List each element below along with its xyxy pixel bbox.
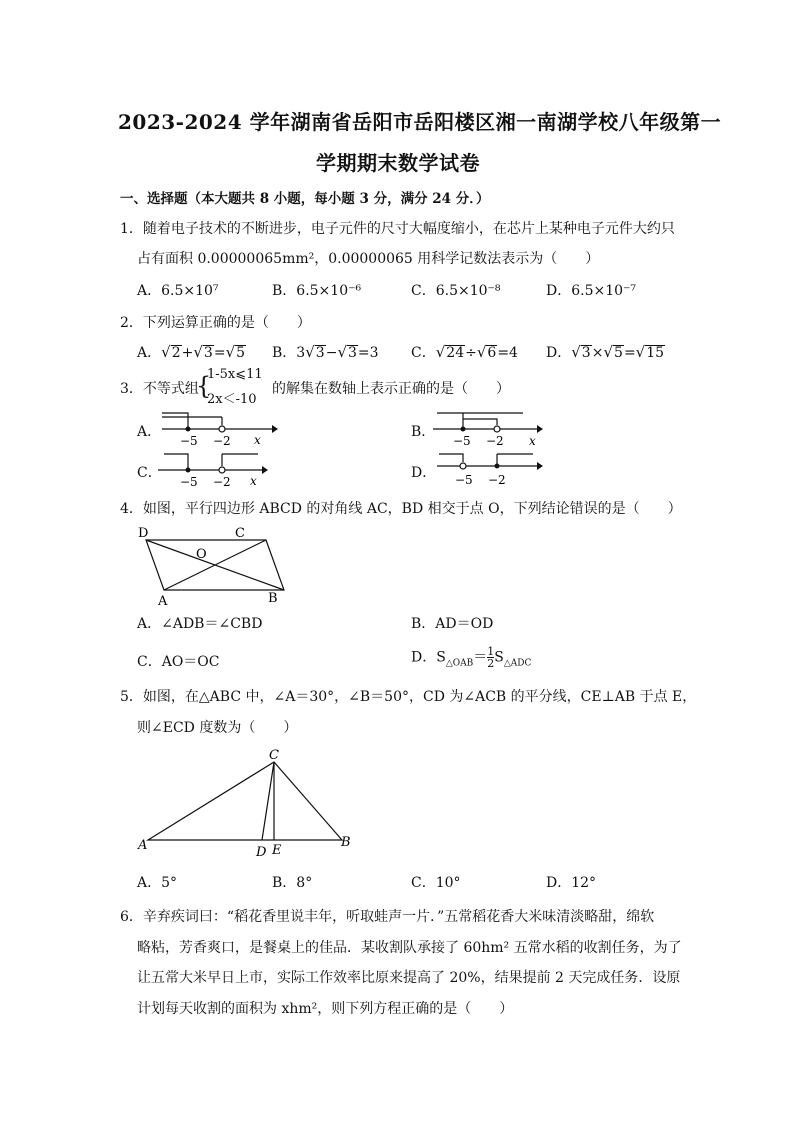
q2-a-root3: 5: [236, 345, 246, 361]
q1-line2: 占有面积 0.00000065mm²，0.00000065 用科学记数法表示为（ ）: [137, 251, 600, 267]
q1-option-d[interactable]: D．6.5×10⁻⁷: [546, 283, 637, 299]
q4-stem: 4．如图，平行四边形 ABCD 的对角线 AC，BD 相交于点 O，下列结论错误的是（ ）: [120, 501, 682, 517]
q6-line2: 略粘，芳香爽口，是餐桌上的佳品．某收割队承接了 60hm² 五常水稻的收割任务，为了: [137, 940, 682, 956]
q4-label-d: D: [138, 526, 149, 541]
q5-triangle-figure: [136, 745, 366, 860]
q4-label-a: A: [158, 594, 168, 609]
q2-d-root1: 3: [581, 345, 591, 361]
q3-numberline-b: [425, 405, 555, 450]
q2-d-label: D．: [546, 345, 572, 361]
q5-option-c[interactable]: C．10°: [411, 875, 461, 891]
q3-numberline-a: [150, 405, 280, 450]
q3-prefix: 3．不等式组: [120, 381, 199, 397]
q2-d-op: ×: [591, 345, 604, 361]
q2-option-d[interactable]: D．√3×√5=√15: [546, 343, 665, 361]
q5-option-b[interactable]: B．8°: [272, 875, 313, 891]
q6-line3: 让五常大米早日上市，实际工作效率比原来提高了 20%，结果提前 2 天完成任务．设原: [137, 970, 681, 986]
q1-option-b[interactable]: B．6.5×10⁻⁶: [272, 283, 362, 299]
q6-line4: 计划每天收割的面积为 xhm²，则下列方程正确的是（ ）: [137, 1001, 514, 1017]
q3-ineq2: 2x＜-10: [207, 392, 257, 407]
q3-brace: {: [196, 372, 212, 400]
q2-d-eq: =: [623, 345, 636, 361]
q2-option-b[interactable]: B．3√3−√3=3: [272, 343, 379, 361]
q5-label-b: B: [341, 835, 351, 850]
q4-d-s: S: [494, 649, 504, 666]
q3-ineq1: 1-5x⩽11: [207, 367, 263, 382]
q3b-tick2: −2: [486, 434, 504, 448]
page-title-line2: 学期期末数学试卷: [316, 151, 480, 175]
q5-label-a: A: [138, 838, 148, 853]
q5-line2: 则∠ECD 度数为（ ）: [137, 720, 298, 736]
q4-d-pre: D．S: [411, 649, 446, 666]
q3-numberline-d: [425, 446, 555, 491]
q2-b-root1: 3: [315, 345, 325, 361]
q4-option-c[interactable]: C．AO＝OC: [137, 654, 220, 670]
q3a-tick2: −2: [213, 434, 231, 448]
q1-line1: 1．随着电子技术的不断进步，电子元件的尺寸大幅度缩小，在芯片上某种电子元件大约只: [120, 221, 675, 237]
q4-d-num: 1: [487, 645, 495, 658]
q4-option-a[interactable]: A．∠ADB＝∠CBD: [137, 616, 263, 632]
q3d-tick2: −2: [488, 473, 506, 487]
q3b-tick1: −5: [453, 434, 471, 448]
q6-line1: 6．辛弃疾词曰：“稻花香里说丰年，听取蛙声一片．”五常稻花香大米味清淡略甜，绵软: [120, 909, 655, 925]
q3c-tick1: −5: [180, 475, 198, 489]
section-header: 一、选择题（本大题共 8 小题，每小题 3 分，满分 24 分．）: [120, 191, 490, 207]
q4-parallelogram-figure: [136, 524, 296, 609]
q5-label-d: D: [256, 845, 267, 860]
q3-suffix: 的解集在数轴上表示正确的是（ ）: [272, 381, 510, 397]
q4-option-b[interactable]: B．AD＝OD: [411, 616, 494, 632]
q3c-axis-label: x: [250, 474, 257, 488]
q5-label-e: E: [272, 843, 282, 858]
q4-option-d[interactable]: [411, 646, 531, 669]
q2-b-op: −: [325, 345, 338, 361]
q2-b-eq: =3: [357, 345, 379, 361]
q1-option-a[interactable]: A．6.5×10⁷: [137, 283, 219, 299]
q4-label-b: B: [268, 591, 278, 606]
q2-option-a[interactable]: A．√2+√3=√5: [137, 343, 246, 361]
q3-option-d[interactable]: D．: [411, 465, 437, 481]
q2-stem: 2．下列运算正确的是（ ）: [120, 315, 311, 331]
q2-a-root1: 2: [171, 345, 181, 361]
q2-a-root2: 3: [203, 345, 213, 361]
q4-d-eq: ＝: [473, 649, 488, 666]
q2-a-label: A．: [137, 345, 162, 361]
q4-label-o: O: [196, 547, 207, 562]
q3d-tick1: −5: [455, 473, 473, 487]
q4-label-c: C: [235, 526, 245, 541]
q3-option-c[interactable]: C．: [137, 465, 162, 481]
q5-label-c: C: [269, 748, 279, 763]
q2-b-coef: 3: [296, 345, 306, 361]
q2-a-eq: =: [213, 345, 226, 361]
q2-a-op: +: [181, 345, 194, 361]
q2-c-label: C．: [411, 345, 436, 361]
q2-b-root2: 3: [348, 345, 357, 361]
q2-d-root3: 15: [646, 345, 665, 361]
q4-d-sub2: △ADC: [503, 658, 532, 669]
q2-c-eq: =4: [497, 345, 518, 361]
q2-c-op: ÷: [465, 345, 477, 361]
q5-line1: 5．如图，在△ABC 中，∠A＝30°，∠B＝50°，CD 为∠ACB 的平分线，CE⊥AB 于点 E，: [120, 689, 697, 705]
q3b-axis-label: x: [529, 434, 536, 448]
q2-option-c[interactable]: C．√24÷√6=4: [411, 343, 518, 361]
q3-option-b[interactable]: B．: [411, 424, 436, 440]
q3-numberline-c: [150, 446, 280, 491]
q3a-axis-label: x: [254, 433, 261, 447]
q3a-tick1: −5: [180, 434, 198, 448]
q2-c-root1: 24: [446, 345, 465, 361]
q1-option-c[interactable]: C．6.5×10⁻⁸: [411, 283, 501, 299]
q2-c-root2: 6: [487, 345, 497, 361]
q5-option-a[interactable]: A．5°: [137, 875, 178, 891]
q4-d-sub1: △OAB: [445, 658, 474, 669]
q2-b-label: B．: [272, 345, 297, 361]
q3-option-a[interactable]: A．: [137, 424, 162, 440]
q2-d-root2: 5: [614, 345, 623, 361]
q5-option-d[interactable]: D．12°: [546, 875, 597, 891]
page-title-line1: 2023-2024 学年湖南省岳阳市岳阳楼区湘一南湖学校八年级第一: [118, 110, 722, 134]
q3c-tick2: −2: [213, 475, 231, 489]
q4-d-den: 2: [487, 657, 495, 670]
